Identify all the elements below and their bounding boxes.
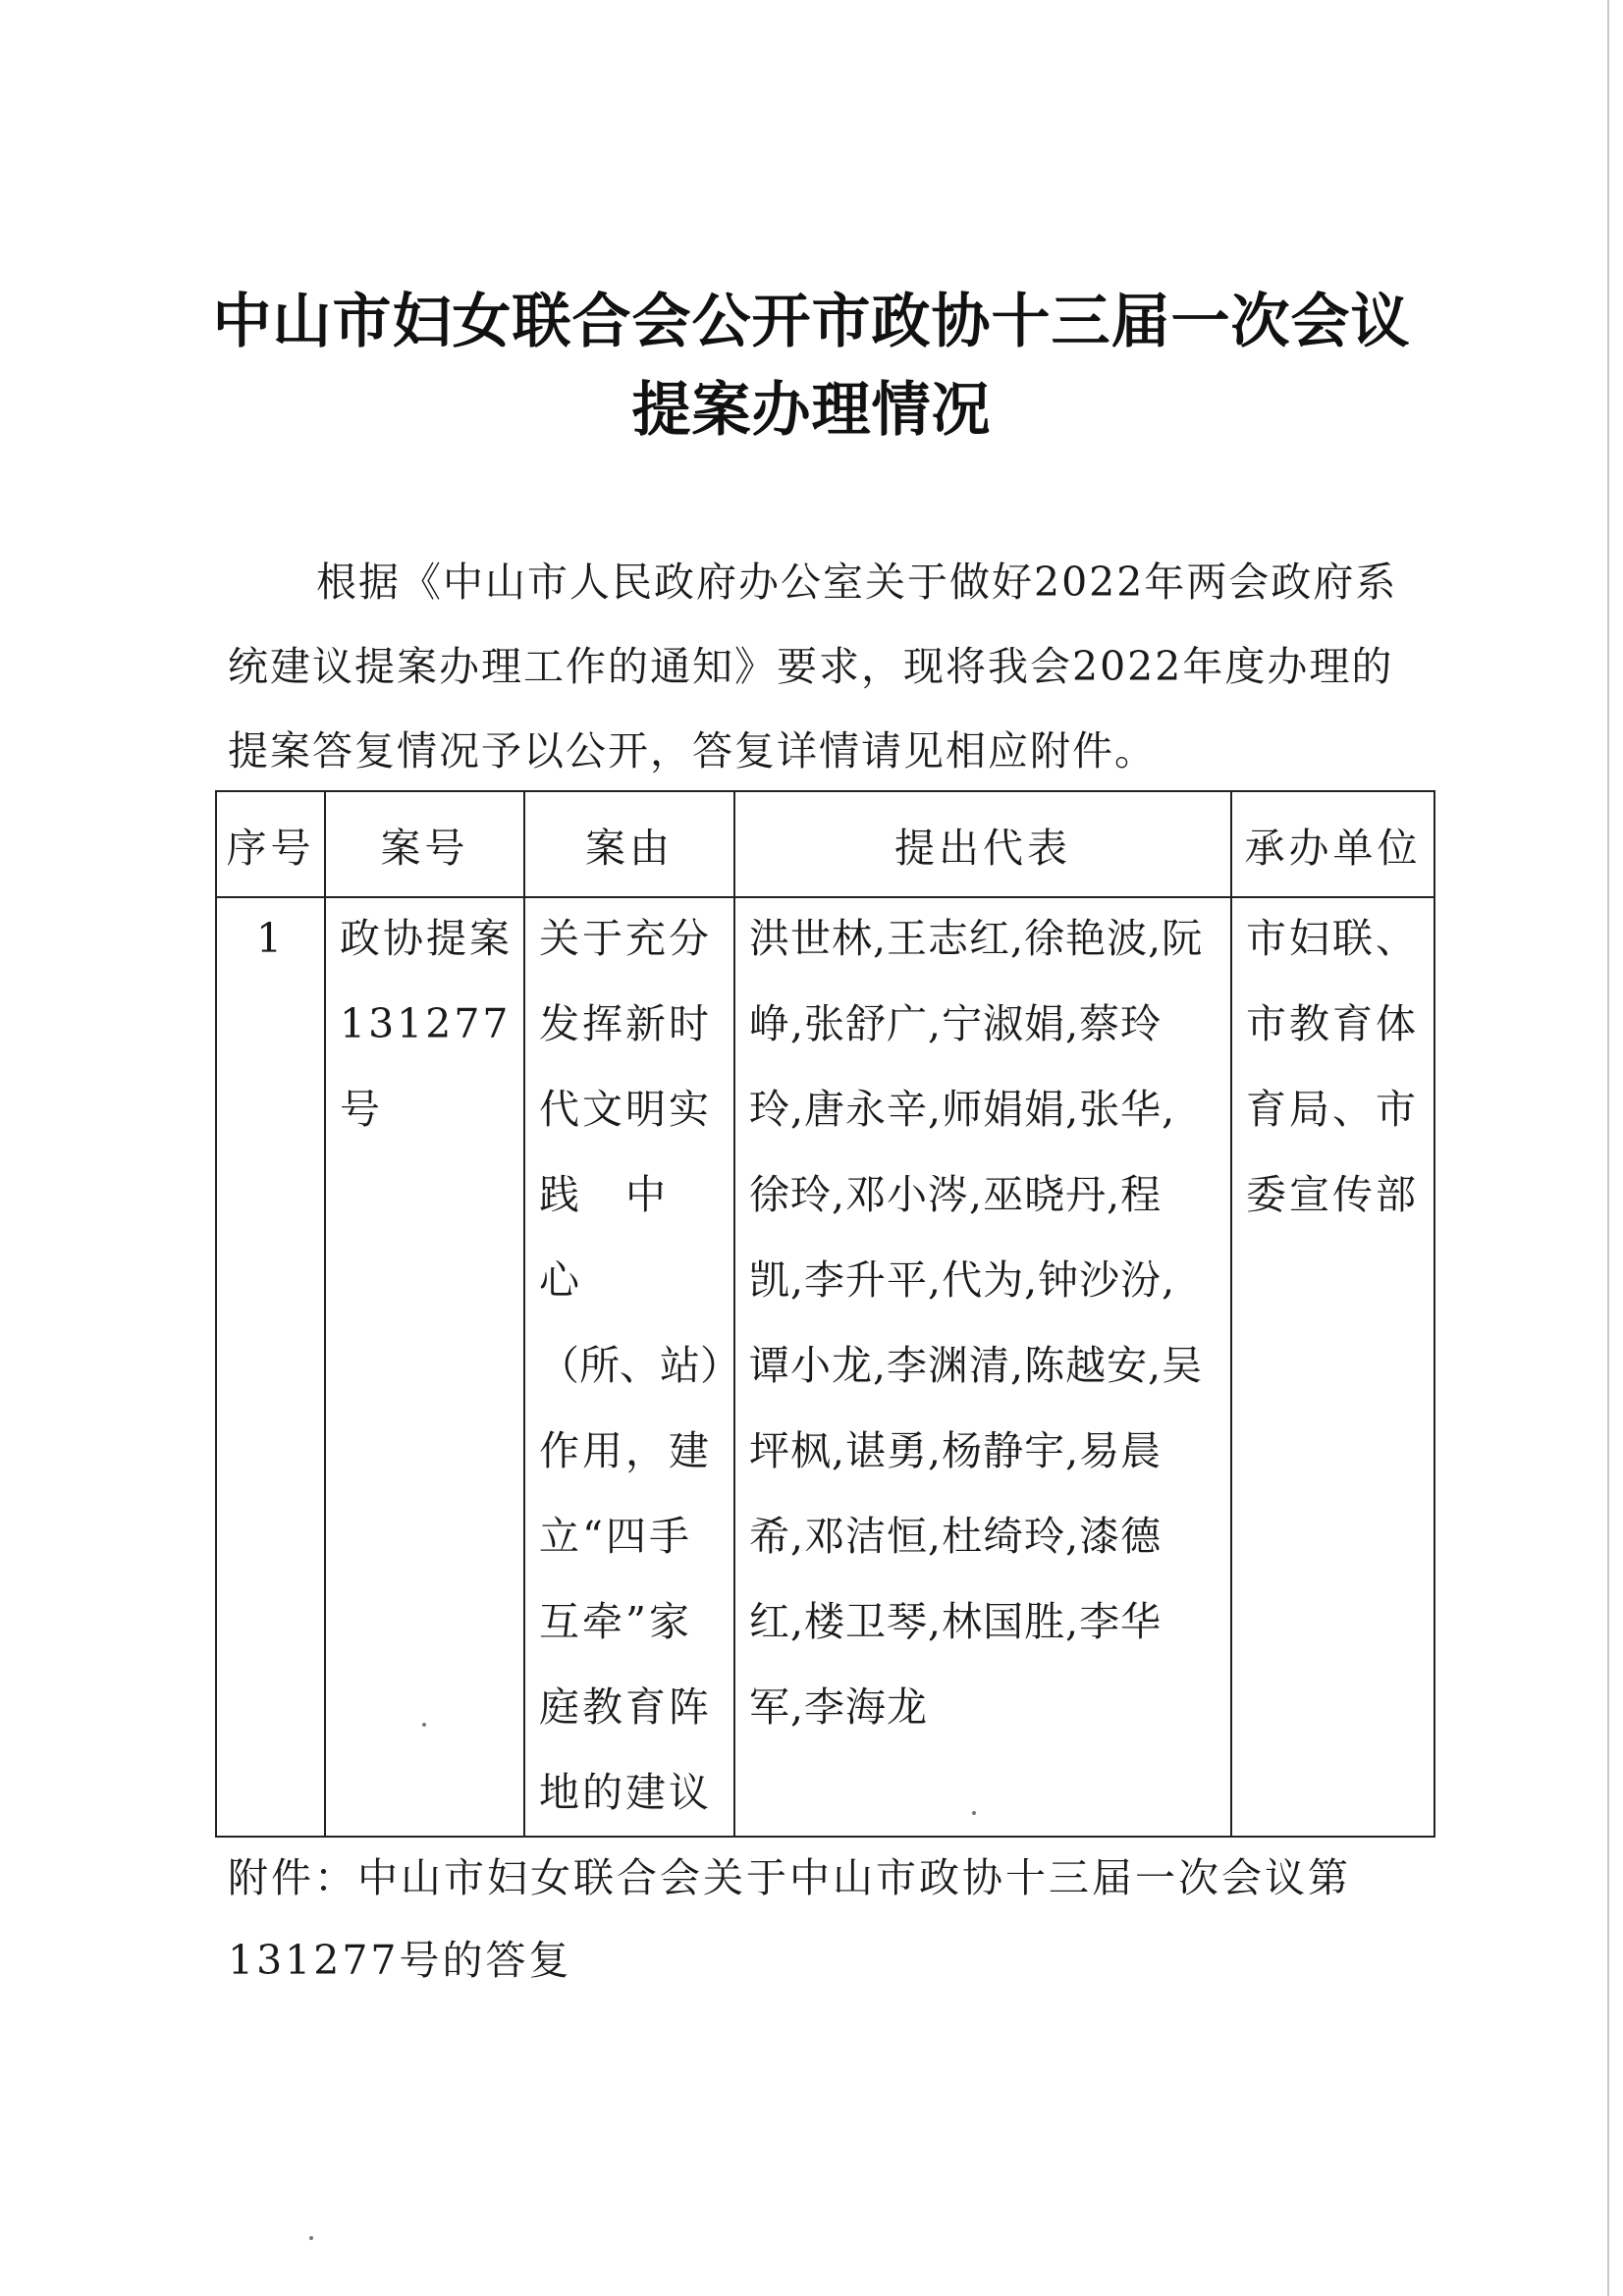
unit-line: 育局、市: [1246, 1086, 1419, 1133]
scan-speck: [422, 1723, 426, 1727]
cell-case-no: [325, 897, 524, 1837]
document-title-line-1: 中山市妇女联合会公开市政协十三届一次会议: [212, 288, 1411, 356]
intro-line-2: 统建议提案办理工作的通知》要求，现将我会2022年度办理的: [228, 643, 1394, 690]
representatives-line: 军,李海龙: [749, 1683, 929, 1731]
unit-line: 委宣传部: [1246, 1171, 1419, 1218]
cell-unit: [1231, 897, 1434, 1837]
intro-line-3: 提案答复情况予以公开，答复详情请见相应附件。: [228, 727, 1157, 774]
representatives-line: 希,邓洁恒,杜绮玲,漆德: [749, 1513, 1163, 1560]
representatives-line: 坪枫,谌勇,杨静宇,易晨: [749, 1427, 1163, 1474]
reason-line: （所、站）: [539, 1342, 740, 1389]
representatives-line: 徐玲,邓小涔,巫晓丹,程: [749, 1171, 1163, 1218]
header-case-no: 案号: [325, 791, 524, 897]
cell-seq: 1: [216, 897, 325, 1837]
attachment-line-2: 131277号的答复: [228, 1937, 572, 1984]
scan-edge: [1607, 0, 1609, 2296]
representatives-line: 峥,张舒广,宁淑娟,蔡玲: [749, 1000, 1163, 1047]
attachment-line-1: 附件：中山市妇女联合会关于中山市政协十三届一次会议第: [228, 1854, 1351, 1901]
table-header-row: [216, 791, 1434, 897]
scan-speck: [972, 1811, 976, 1815]
reason-line: 作用，建: [539, 1427, 712, 1474]
cell-reason: [524, 897, 740, 1837]
case-no-line: 131277号: [340, 1000, 512, 1133]
cell-representatives: [734, 897, 1231, 1837]
table-row: [216, 897, 1434, 1837]
document-title-line-2: 提案办理情况: [631, 376, 992, 445]
case-no-line: 政协提案: [340, 915, 513, 962]
reason-line: 代文明实: [539, 1086, 712, 1133]
header-reason: 案由: [524, 791, 734, 897]
representatives-line: 凯,李升平,代为,钟沙汾,: [749, 1256, 1176, 1304]
reason-line: 发挥新时: [539, 1000, 712, 1047]
reason-line: 立“四手: [539, 1513, 692, 1560]
header-unit: 承办单位: [1231, 791, 1434, 897]
scan-speck: [309, 2236, 313, 2240]
header-representatives: 提出代表: [734, 791, 1231, 897]
reason-line: 庭教育阵: [539, 1683, 712, 1731]
representatives-line: 谭小龙,李渊清,陈越安,吴: [749, 1342, 1204, 1389]
representatives-line: 玲,唐永辛,师娟娟,张华,: [749, 1086, 1176, 1133]
reason-line: 互牵”家: [539, 1598, 692, 1645]
intro-line-1: 根据《中山市人民政府办公室关于做好2022年两会政府系: [316, 559, 1398, 606]
reason-line: 关于充分: [539, 915, 712, 962]
representatives-line: 洪世林,王志红,徐艳波,阮: [749, 915, 1204, 962]
header-seq: 序号: [216, 791, 325, 897]
proposal-table: [215, 790, 1435, 1838]
unit-line: 市妇联、: [1246, 915, 1419, 962]
reason-line: 地的建议: [539, 1769, 712, 1816]
reason-line: 践 中 心: [539, 1171, 712, 1304]
unit-line: 市教育体: [1246, 1000, 1419, 1047]
representatives-line: 红,楼卫琴,林国胜,李华: [749, 1598, 1163, 1645]
